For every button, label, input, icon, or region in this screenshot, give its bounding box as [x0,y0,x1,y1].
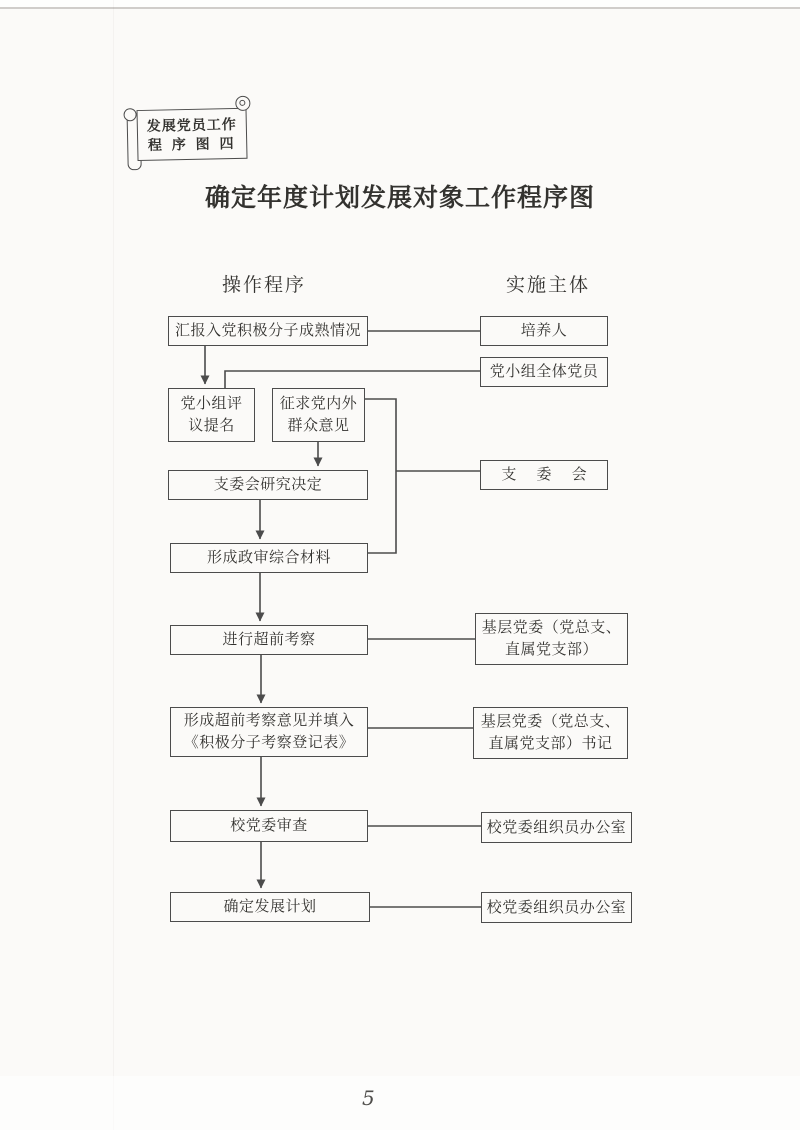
box-group-members [480,357,608,387]
link-solicit-material [365,399,396,553]
scroll-corner-curl-icon [235,96,250,111]
scan-bottom-highlight [0,1076,800,1130]
box-solicit-opinions-label: 群众意见 [287,417,350,434]
banner-line1: 发展党员工作 [146,115,237,134]
box-group-nomination [168,388,255,442]
scroll-banner [123,95,253,174]
box-group-members-label: 党小组全体党员 [489,363,599,380]
box-university-committee-review-label: 校党委审查 [230,817,308,834]
box-inspection-opinion-label: 《积极分子考察登记表》 [183,734,355,751]
column-header-subjects: 实施主体 [506,275,591,296]
box-solicit-opinions [272,388,365,442]
box-grassroots-secretary-label: 直属党支部）书记 [488,735,613,752]
box-advance-inspection-label: 进行超前考察 [222,631,316,648]
box-committee-decision-label: 支委会研究决定 [213,476,323,493]
box-political-review-material-label: 形成政审综合材料 [206,549,331,566]
box-university-committee-review [170,810,368,842]
box-grassroots-committee-label: 基层党委（党总支、 [481,619,622,636]
box-grassroots-secretary-label: 基层党委（党总支、 [480,713,621,730]
box-development-plan [170,892,370,922]
page-title: 确定年度计划发展对象工作程序图 [204,184,595,212]
box-development-plan-label: 确定发展计划 [223,898,317,915]
box-organizer-office-1-label: 校党委组织员办公室 [486,818,627,836]
box-branch-committee-label: 支 委 会 [501,466,595,483]
box-solicit-opinions-label: 征求党内外 [279,395,358,412]
page-number: 5 [362,1086,375,1110]
box-organizer-office-1 [481,812,632,843]
box-inspection-opinion-label: 形成超前考察意见并填入 [183,712,355,729]
box-organizer-office-2-label: 校党委组织员办公室 [486,898,627,916]
scan-edge-artifact [0,7,800,9]
box-grassroots-secretary [473,707,628,759]
box-advance-inspection [170,625,368,655]
box-group-nomination-label: 党小组评 [180,395,243,412]
box-cultivator-label: 培养人 [520,322,568,339]
box-report-maturity [168,316,368,346]
box-committee-decision [168,470,368,500]
column-header-operations: 操作程序 [222,275,307,296]
paper-crease-line [113,0,114,1130]
box-political-review-material [170,543,368,573]
box-inspection-opinion [170,707,368,757]
scan-edge-highlight [0,0,800,7]
box-branch-committee [480,460,608,490]
box-grassroots-committee [475,613,628,665]
box-cultivator [480,316,608,346]
box-grassroots-committee-label: 直属党支部） [504,641,598,658]
box-report-maturity-label: 汇报入党积极分子成熟情况 [174,322,361,339]
box-organizer-office-2 [481,892,632,923]
box-group-nomination-label: 议提名 [188,417,235,434]
scroll-banner-body [136,108,247,161]
banner-line2: 程 序 图 四 [147,134,237,153]
link-members-nomination [225,371,480,388]
